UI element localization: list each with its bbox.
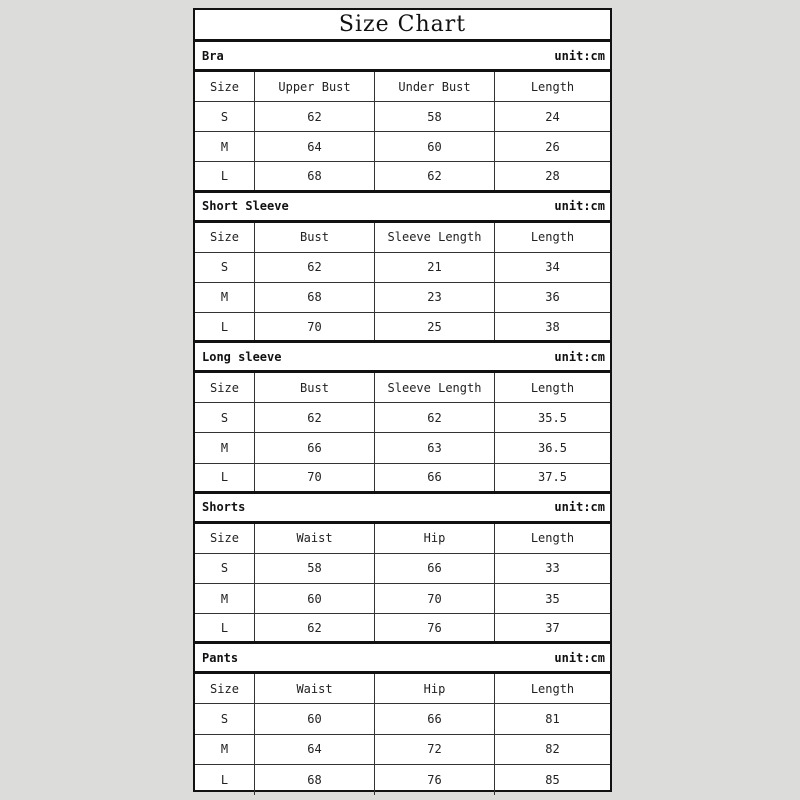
column-header: Length <box>530 380 575 395</box>
table-cell: 64 <box>255 735 375 764</box>
table-cell: 23 <box>375 283 495 312</box>
column-header: Sleeve Length <box>375 223 495 252</box>
table-cell: 62 <box>255 614 375 641</box>
table-cell: M <box>195 735 255 764</box>
table-cell: 37 <box>545 620 560 635</box>
section-bra <box>195 42 610 193</box>
column-header: Hip <box>375 674 495 703</box>
table-cell: 62 <box>375 162 495 189</box>
table-row <box>195 283 610 313</box>
table-cell: 58 <box>255 554 375 583</box>
table-row <box>195 102 610 132</box>
unit-label: unit:cm <box>554 48 605 63</box>
table-cell: 66 <box>255 433 375 462</box>
column-header: Size <box>195 674 255 703</box>
table-cell: 21 <box>375 253 495 282</box>
table-row <box>195 614 610 644</box>
column-header: Size <box>195 373 255 402</box>
table-cell: 36.5 <box>538 440 567 455</box>
chart-title: Size Chart <box>195 10 610 42</box>
table-cell: S <box>195 253 255 282</box>
table-cell: S <box>195 403 255 432</box>
column-header: Upper Bust <box>255 72 375 101</box>
table-row <box>195 464 610 494</box>
table-cell: 72 <box>375 735 495 764</box>
table-cell: 68 <box>255 162 375 189</box>
table-cell: 70 <box>255 313 375 340</box>
unit-label: unit:cm <box>554 500 605 515</box>
table-cell: 68 <box>255 283 375 312</box>
column-header: Length <box>530 230 575 245</box>
table-row <box>195 735 610 765</box>
section-name: Pants <box>202 650 239 665</box>
sections <box>195 42 610 795</box>
table-cell: 70 <box>375 584 495 613</box>
table-row <box>195 253 610 283</box>
column-header: Bust <box>255 223 375 252</box>
table-cell: 85 <box>545 772 560 787</box>
column-header: Bust <box>255 373 375 402</box>
size-chart <box>193 8 612 792</box>
column-header: Size <box>195 524 255 553</box>
column-header: Hip <box>375 524 495 553</box>
section-header <box>195 42 610 72</box>
section-name: Long sleeve <box>202 349 282 364</box>
section-header <box>195 644 610 674</box>
table-cell: 62 <box>255 253 375 282</box>
table-row <box>195 162 610 192</box>
table-cell: 64 <box>255 132 375 161</box>
table-cell: 62 <box>255 102 375 131</box>
section-name: Shorts <box>202 500 246 515</box>
unit-label: unit:cm <box>554 349 605 364</box>
table-cell: M <box>195 584 255 613</box>
table-cell: 60 <box>255 704 375 733</box>
section-long-sleeve <box>195 343 610 494</box>
table-cell: 24 <box>545 109 560 124</box>
unit-label: unit:cm <box>554 650 605 665</box>
table-cell: 60 <box>255 584 375 613</box>
table-cell: 82 <box>545 742 560 757</box>
table-cell: 66 <box>375 554 495 583</box>
table-row <box>195 765 610 795</box>
table-cell: 70 <box>255 464 375 491</box>
table-row <box>195 132 610 162</box>
table-cell: S <box>195 704 255 733</box>
table-cell: L <box>195 162 255 189</box>
table-cell: 35 <box>545 591 560 606</box>
table-cell: L <box>195 614 255 641</box>
table-cell: 62 <box>255 403 375 432</box>
table-row <box>195 554 610 584</box>
table-cell: 25 <box>375 313 495 340</box>
table-cell: 36 <box>545 290 560 305</box>
section-header <box>195 343 610 373</box>
table-cell: M <box>195 283 255 312</box>
table-cell: 34 <box>545 260 560 275</box>
table-row <box>195 704 610 734</box>
table-cell: 38 <box>545 319 560 334</box>
column-header-row <box>195 674 610 704</box>
table-cell: 76 <box>375 614 495 641</box>
section-header <box>195 193 610 223</box>
section-pants <box>195 644 610 795</box>
table-cell: S <box>195 554 255 583</box>
table-cell: 68 <box>255 765 375 795</box>
table-cell: 33 <box>545 561 560 576</box>
column-header: Size <box>195 72 255 101</box>
unit-label: unit:cm <box>554 199 605 214</box>
column-header: Length <box>530 531 575 546</box>
column-header: Sleeve Length <box>375 373 495 402</box>
section-shorts <box>195 494 610 645</box>
column-header: Under Bust <box>375 72 495 101</box>
table-cell: L <box>195 313 255 340</box>
table-cell: 60 <box>375 132 495 161</box>
table-cell: M <box>195 433 255 462</box>
table-cell: 66 <box>375 464 495 491</box>
table-row <box>195 313 610 343</box>
column-header: Length <box>530 681 575 696</box>
table-row <box>195 433 610 463</box>
table-cell: S <box>195 102 255 131</box>
column-header-row <box>195 373 610 403</box>
section-name: Short Sleeve <box>202 199 289 214</box>
column-header: Size <box>195 223 255 252</box>
column-header-row <box>195 72 610 102</box>
table-cell: 81 <box>545 711 560 726</box>
section-name: Bra <box>202 48 224 63</box>
table-cell: 66 <box>375 704 495 733</box>
section-header <box>195 494 610 524</box>
table-cell: 37.5 <box>538 470 567 485</box>
column-header-row <box>195 223 610 253</box>
table-cell: 35.5 <box>538 410 567 425</box>
table-row <box>195 403 610 433</box>
table-cell: 62 <box>375 403 495 432</box>
table-cell: 58 <box>375 102 495 131</box>
table-cell: L <box>195 464 255 491</box>
column-header-row <box>195 524 610 554</box>
column-header: Waist <box>255 674 375 703</box>
table-cell: 63 <box>375 433 495 462</box>
table-cell: 28 <box>545 168 560 183</box>
section-short-sleeve <box>195 193 610 344</box>
table-row <box>195 584 610 614</box>
table-cell: 76 <box>375 765 495 795</box>
table-cell: M <box>195 132 255 161</box>
column-header: Waist <box>255 524 375 553</box>
table-cell: L <box>195 765 255 795</box>
table-cell: 26 <box>545 139 560 154</box>
column-header: Length <box>530 79 575 94</box>
